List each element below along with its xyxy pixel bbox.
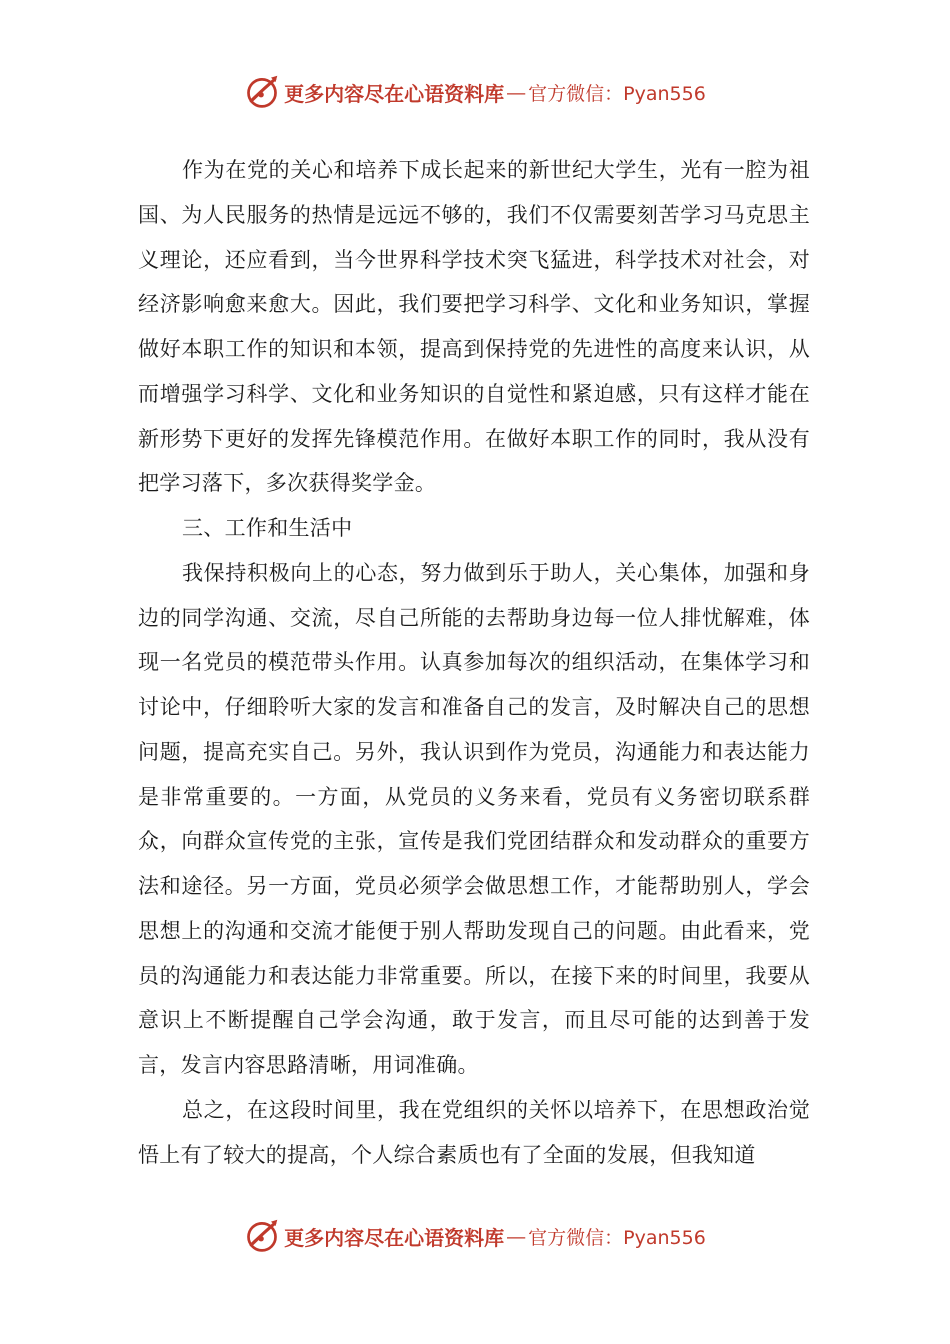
- document-body: [138, 148, 810, 1177]
- footer-banner: [0, 1216, 950, 1256]
- banner-wechat-text: 官方微信：Pyan556: [528, 1226, 706, 1249]
- banner-separator: —: [506, 80, 527, 104]
- banner-separator: —: [506, 1224, 527, 1248]
- banner-wechat-text: 官方微信：Pyan556: [528, 82, 706, 105]
- paragraph: 我保持积极向上的心态，努力做到乐于助人，关心集体，加强和身边的同学沟通、交流，尽自己所能的去帮助身边每一位人排忧解难，体现一名党员的模范带头作用。认真参加每次的组织活动，在集体学习和讨论中，仔细聆听大家的发言和准备自己的发言，及时解决自己的思想问题，提高充实自己。另外，我认识到作为党员，沟通能力和表达能力是非常重要的。一方面，从党员的义务来看，党员有义务密切联系群众，向群众宣传党的主张，宣传是我们党团结群众和发动群众的重要方法和途径。另一方面，党员必须学会做思想工作，才能帮助别人，学会思想上的沟通和交流才能便于别人帮助发现自己的问题。由此看来，党员的沟通能力和表达能力非常重要。所以，在接下来的时间里，我要从意识上不断提醒自己学会沟通，敢于发言，而且尽可能的达到善于发言，发言内容思路清晰，用词准确。: [138, 560, 810, 1077]
- paragraph: 总之，在这段时间里，我在党组织的关怀以培养下，在思想政治觉悟上有了较大的提高，个人综合素质也有了全面的发展，但我知道: [138, 1097, 810, 1167]
- brush-logo-icon: [244, 74, 280, 110]
- banner-lead-text: 更多内容尽在心语资料库: [284, 1225, 505, 1250]
- brush-logo-icon: [244, 1218, 280, 1254]
- header-banner: [0, 72, 950, 112]
- section-heading: 三、工作和生活中: [182, 516, 353, 540]
- banner-lead-text: 更多内容尽在心语资料库: [284, 81, 505, 106]
- paragraph: 作为在党的关心和培养下成长起来的新世纪大学生，光有一腔为祖国、为人民服务的热情是远远不够的，我们不仅需要刻苦学习马克思主义理论，还应看到，当今世界科学技术突飞猛进，科学技术对社会，对经济影响愈来愈大。因此，我们要把学习科学、文化和业务知识，掌握做好本职工作的知识和本领，提高到保持党的先进性的高度来认识，从而增强学习科学、文化和业务知识的自觉性和紧迫感，只有这样才能在新形势下更好的发挥先锋模范作用。在做好本职工作的同时，我从没有把学习落下，多次获得奖学金。: [138, 158, 810, 496]
